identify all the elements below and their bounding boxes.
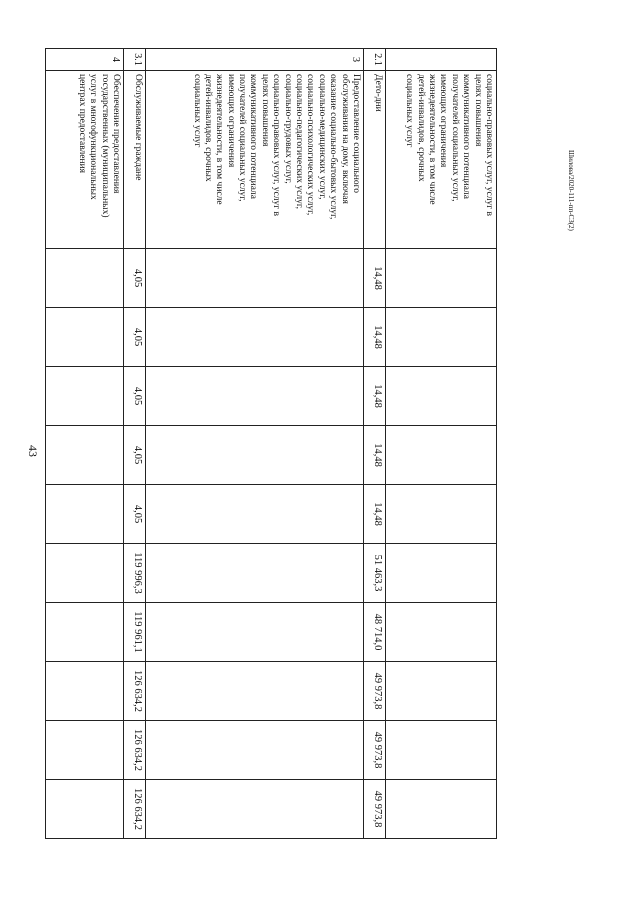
value-cell: [386, 780, 497, 839]
value-cell: [146, 426, 364, 485]
value-cell: 14,48: [364, 367, 386, 426]
value-cell: [146, 662, 364, 721]
value-cell: 49 973,8: [364, 780, 386, 839]
row-number-cell: 2.1: [364, 49, 386, 71]
value-cell: [386, 367, 497, 426]
value-cell: 4,05: [124, 485, 146, 544]
value-cell: [146, 780, 364, 839]
value-cell: 126 634,2: [124, 780, 146, 839]
value-cell: [146, 485, 364, 544]
value-cell: 51 463,3: [364, 544, 386, 603]
row-number-cell: 4: [46, 49, 124, 71]
value-cell: 126 634,2: [124, 662, 146, 721]
page-number: 43: [26, 445, 40, 457]
value-cell: [146, 249, 364, 308]
value-cell: [146, 544, 364, 603]
table-row: [46, 49, 124, 839]
value-cell: [46, 603, 124, 662]
value-cell: 49 973,8: [364, 721, 386, 780]
value-cell: 14,48: [364, 485, 386, 544]
table-row: [386, 49, 497, 839]
value-cell: [46, 662, 124, 721]
value-cell: [386, 308, 497, 367]
value-cell: 14,48: [364, 308, 386, 367]
row-description-cell: социально-правовых услуг, услуг в целях повышения коммуникативного потенциала получателей социальных услуг, имеющих ограничения жизнедеятельности, в том числе детей-инвалидов, срочных социальных услуг: [386, 71, 497, 249]
value-cell: [386, 603, 497, 662]
value-cell: [46, 249, 124, 308]
row-description-cell: Предоставление социального обслуживания на дому, включая оказание социально-бытовых услуг, социально-медицинских услуг, социально-психологических услуг, социально-педагогических услуг, социально-трудовых услуг, социально-правовых услуг, услуг в целях повышения коммуникативного потенциала получателей социальных услуг, имеющих ограничения жизнедеятельности, в том числе детей-инвалидов, срочных социальных услуг: [146, 71, 364, 249]
value-cell: [386, 426, 497, 485]
budget-table: [45, 48, 497, 839]
row-description-cell: Дето-дни: [364, 71, 386, 249]
value-cell: [46, 485, 124, 544]
value-cell: [46, 780, 124, 839]
footer-code: Шилова/2020-111-пп-СЗ(2): [567, 150, 575, 231]
value-cell: [46, 367, 124, 426]
value-cell: [386, 662, 497, 721]
value-cell: [386, 721, 497, 780]
value-cell: 4,05: [124, 249, 146, 308]
value-cell: 119 996,3: [124, 544, 146, 603]
value-cell: 4,05: [124, 367, 146, 426]
value-cell: [146, 721, 364, 780]
row-number-cell: 3: [146, 49, 364, 71]
value-cell: 14,48: [364, 426, 386, 485]
row-number-cell: [386, 49, 497, 71]
value-cell: 48 714,0: [364, 603, 386, 662]
document-table-area: [76, 48, 497, 838]
row-description-cell: Обеспечение предоставления государственных (муниципальных) услуг в многофункциональных центрах предоставления: [46, 71, 124, 249]
value-cell: [386, 544, 497, 603]
value-cell: [46, 544, 124, 603]
value-cell: 4,05: [124, 308, 146, 367]
value-cell: [46, 308, 124, 367]
value-cell: 126 634,2: [124, 721, 146, 780]
table-row: [124, 49, 146, 839]
value-cell: [146, 603, 364, 662]
row-number-cell: 3.1: [124, 49, 146, 71]
value-cell: [386, 249, 497, 308]
value-cell: 14,48: [364, 249, 386, 308]
value-cell: 49 973,8: [364, 662, 386, 721]
value-cell: [146, 367, 364, 426]
value-cell: 4,05: [124, 426, 146, 485]
value-cell: [46, 426, 124, 485]
row-description-cell: Обслуживаемые граждане: [124, 71, 146, 249]
value-cell: [46, 721, 124, 780]
table-row: [364, 49, 386, 839]
value-cell: [146, 308, 364, 367]
table-row: [146, 49, 364, 839]
rotated-table-wrapper: [76, 48, 497, 838]
value-cell: [386, 485, 497, 544]
value-cell: 119 961,1: [124, 603, 146, 662]
